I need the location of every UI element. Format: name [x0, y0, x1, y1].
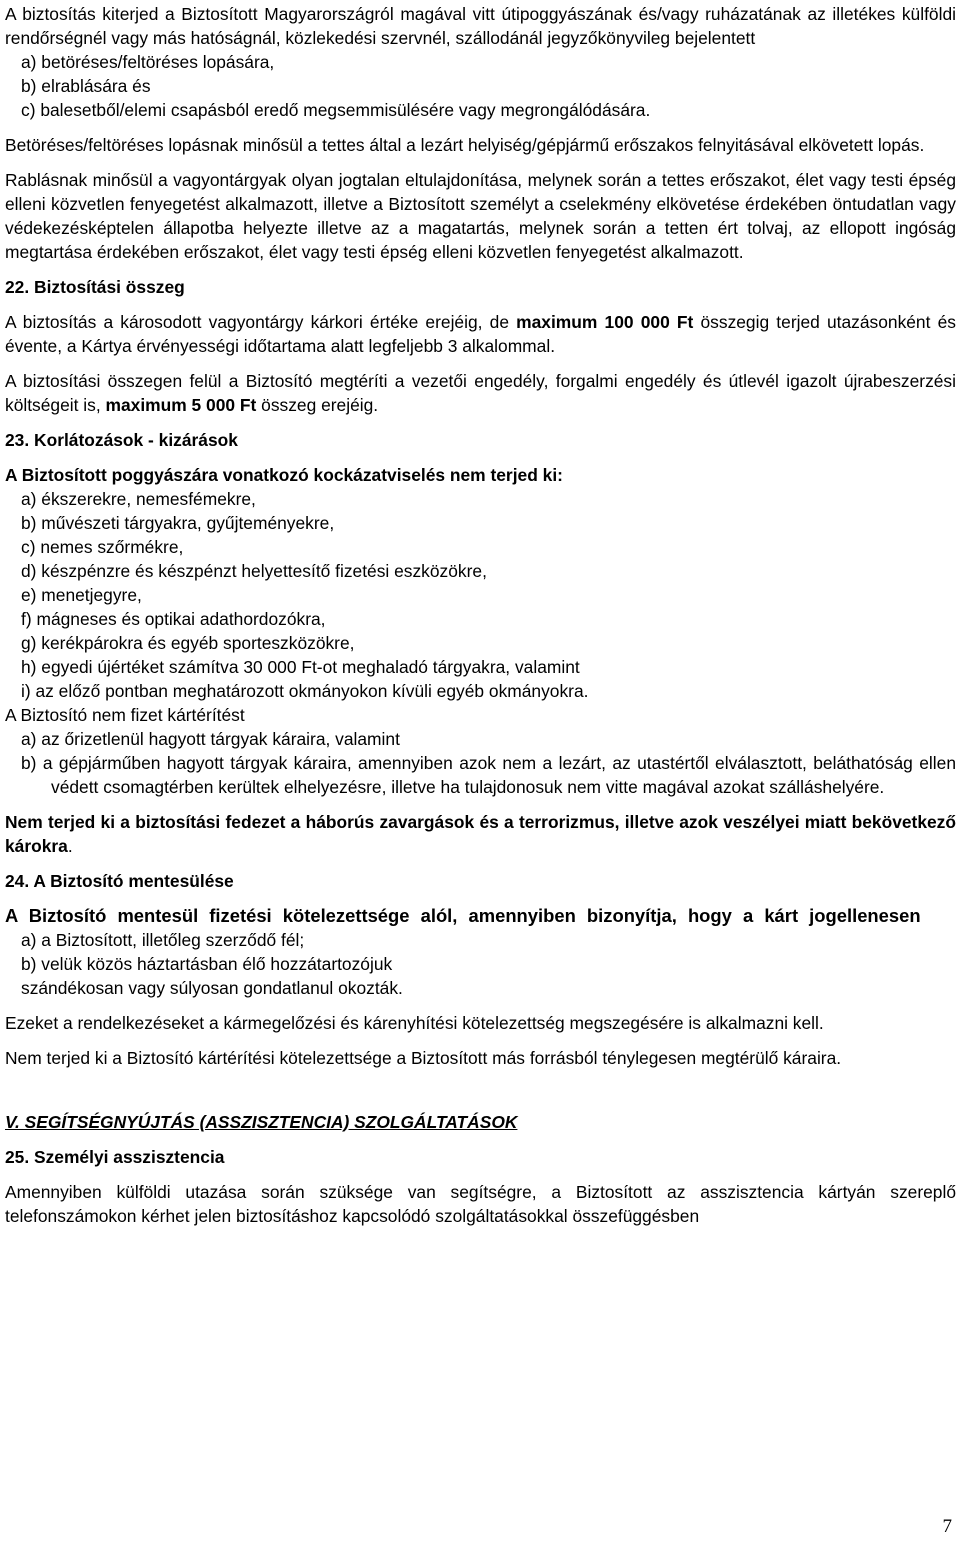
- section-22-paragraph-1: A biztosítás a károsodott vagyontárgy kárkori értéke erejéig, de maximum 100 000 Ft összegig terjed utazásonként és évente, a Kártya érvényességi időtartama alatt legfeljebb 3 alkalommal.: [5, 312, 956, 356]
- list-item: c) balesetből/elemi csapásból eredő megsemmisülésére vagy megrongálódására.: [21, 100, 651, 120]
- section-24-heading: 24. A Biztosító mentesülése: [5, 871, 234, 891]
- list-item: b) elrablására és: [21, 76, 151, 96]
- list-item: b) velük közös háztartásban élő hozzátartozójuk: [21, 954, 393, 974]
- list-item: f) mágneses és optikai adathordozókra,: [21, 609, 326, 629]
- section-24-paragraph-1: A Biztosító mentesül fizetési kötelezettsége alól, amennyiben bizonyítja, hogy a kárt jogellenesen: [5, 905, 921, 926]
- section-22-heading: 22. Biztosítási összeg: [5, 277, 185, 297]
- list-item: a) betöréses/feltöréses lopására,: [21, 52, 275, 72]
- list-item: d) készpénzre és készpénzt helyettesítő fizetési eszközökre,: [21, 561, 487, 581]
- page-number: 7: [942, 1516, 952, 1537]
- war-exclusion: Nem terjed ki a biztosítási fedezet a háborús zavargások és a terrorizmus, illetve azok veszélyei miatt bekövetkező károkra.: [5, 812, 956, 856]
- intro-paragraph: A biztosítás kiterjed a Biztosított Magyarországról magával vitt útipoggyászának és/vagy ruházatának az illetékes külföldi rendőrségnél vagy más hatóságnál, közlekedési szervnél, szállodánál jegyzőkönyvileg bejelentett: [5, 4, 956, 48]
- list-item: a) a Biztosított, illetőleg szerződő fél;: [21, 930, 305, 950]
- list-item: b) művészeti tárgyakra, gyűjteményekre,: [21, 513, 335, 533]
- section-25-paragraph-1: Amennyiben külföldi utazása során szüksége van segítségre, a Biztosított az asszisztencia kártyán szereplő telefonszámokon kérhet jelen biztosításhoz kapcsolódó szolgáltatásokkal összefüggésben: [5, 1182, 956, 1226]
- document-page: [5, 0, 956, 1228]
- section-23-subheading: A Biztosított poggyászára vonatkozó kockázatviselés nem terjed ki:: [5, 465, 563, 485]
- section-22-paragraph-2: A biztosítási összegen felül a Biztosító megtéríti a vezetői engedély, forgalmi engedély és útlevél igazolt újrabeszerzési költségeit is, maximum 5 000 Ft összeg erejéig.: [5, 371, 956, 415]
- section-24-paragraph-3: Nem terjed ki a Biztosító kártérítési kötelezettsége a Biztosított más forrásból ténylegesen megtérülő káraira.: [5, 1048, 842, 1068]
- section-24-paragraph-2: Ezeket a rendelkezéseket a kármegelőzési és kárenyhítési kötelezettség megszegésére is alkalmazni kell.: [5, 1013, 824, 1033]
- no-compensation-intro: A Biztosító nem fizet kártérítést: [5, 705, 245, 725]
- list-item: h) egyedi újértéket számítva 30 000 Ft-ot meghaladó tárgyakra, valamint: [21, 657, 580, 677]
- list-item: a) az őrizetlenül hagyott tárgyak káraira, valamint: [21, 729, 400, 749]
- burglary-definition: Betöréses/feltöréses lopásnak minősül a tettes által a lezárt helyiség/gépjármű erőszakos felnyitásával elkövetett lopás.: [5, 135, 925, 155]
- section-v-heading: V. SEGÍTSÉGNYÚJTÁS (ASSZISZTENCIA) SZOLGÁLTATÁSOK: [5, 1112, 518, 1132]
- list-item: g) kerékpárokra és egyéb sporteszközökre,: [21, 633, 355, 653]
- section-25-heading: 25. Személyi asszisztencia: [5, 1147, 225, 1167]
- list-item: a) ékszerekre, nemesfémekre,: [21, 489, 256, 509]
- robbery-definition: Rablásnak minősül a vagyontárgyak olyan jogtalan eltulajdonítása, melynek során a tettes erőszakot, élet vagy testi épség elleni közvetlen fenyegetést alkalmazott, illetve a Biztosított személyt a cselekmény elkövetése érdekében öntudatlan vagy védekezésképtelen állapotba helyezte illetve az a magatartás, melynek során a tetten ért tolvaj, az ellopott ingóság megtartása érdekében erőszakot, élet vagy testi épség elleni közvetlen fenyegetést alkalmazott.: [5, 170, 956, 262]
- list-item-continuation: szándékosan vagy súlyosan gondatlanul okozták.: [21, 978, 403, 998]
- list-item: c) nemes szőrmékre,: [21, 537, 184, 557]
- list-item: e) menetjegyre,: [21, 585, 142, 605]
- section-23-heading: 23. Korlátozások - kizárások: [5, 430, 238, 450]
- list-item: i) az előző pontban meghatározott okmányokon kívüli egyéb okmányokra.: [21, 681, 589, 701]
- list-item: b) a gépjárműben hagyott tárgyak káraira, amennyiben azok nem a lezárt, az utastértől elválasztott, beláthatóság ellen védett csomagtérben kerültek elhelyezésre, illetve ha tulajdonosuk nem vitte magával azokat szálláshelyére.: [21, 753, 956, 797]
